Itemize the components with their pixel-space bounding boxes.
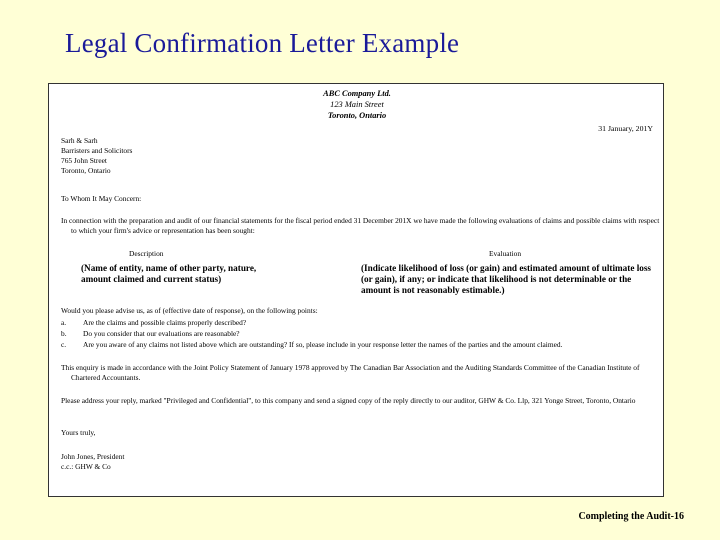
- letter-date: 31 January, 201Y: [598, 124, 653, 133]
- joint-policy-paragraph: This enquiry is made in accordance with the Joint Policy Statement of January 1978 approved by The Canadian Bar Association and the Auditing Standards Committee of the Canadian Institute of Chartered Accountants.: [61, 363, 640, 382]
- closing: Yours truly,: [61, 428, 96, 437]
- point-text: Are the claims and possible claims properly described?: [83, 318, 247, 327]
- company-city: Toronto, Ontario: [327, 111, 387, 120]
- company-name: ABC Company Ltd.: [323, 89, 391, 98]
- points-intro: Would you please advise us, as of (effective date of response), on the following points:: [61, 306, 318, 315]
- company-letterhead: [49, 88, 665, 121]
- signature-block: [61, 452, 124, 472]
- slide-title: Legal Confirmation Letter Example: [65, 28, 460, 58]
- slide-footer: Completing the Audit-16: [578, 511, 684, 522]
- point-marker: c.: [61, 340, 67, 349]
- recipient-street: 765 John Street: [61, 156, 107, 165]
- reply-address-paragraph: Please address your reply, marked "Privileged and Confidential", to this company and send a signed copy of the reply directly to our auditor, GHW & Co. Llp, 321 Yonge Street, Toronto, Ontario: [61, 396, 636, 405]
- recipient-name: Sarh & Sarh: [61, 136, 98, 145]
- confirmation-letter: [48, 83, 664, 497]
- evaluation-header: Evaluation: [489, 249, 522, 258]
- salutation: To Whom It May Concern:: [61, 194, 142, 203]
- evaluation-body: (Indicate likelihood of loss (or gain) and estimated amount of ultimate loss (or gain), if any; or indicate that likelihood is not determinable or the amount is not reasonably estimable.): [361, 263, 652, 295]
- company-street: 123 Main Street: [330, 100, 384, 109]
- intro-paragraph: In connection with the preparation and audit of our financial statements for the fiscal period ended 31 December 201X we have made the following evaluations of claims and possible claims with respect to which your firm's advice or representation has been sought:: [61, 216, 660, 235]
- recipient-address: [61, 136, 132, 176]
- point-marker: b.: [61, 329, 67, 338]
- point-text: Are you aware of any claims not listed above which are outstanding? If so, please include in your response letter the names of the parties and the amount claimed.: [83, 340, 563, 349]
- description-header: Description: [129, 249, 164, 258]
- description-body: (Name of entity, name of other party, nature, amount claimed and current status): [81, 263, 257, 284]
- point-text: Do you consider that our evaluations are reasonable?: [83, 329, 240, 338]
- signer-name: John Jones, President: [61, 452, 125, 461]
- recipient-city: Toronto, Ontario: [61, 166, 111, 175]
- point-marker: a.: [61, 318, 67, 327]
- cc-line: c.c.: GHW & Co: [61, 462, 111, 471]
- recipient-title: Barristers and Solicitors: [61, 146, 133, 155]
